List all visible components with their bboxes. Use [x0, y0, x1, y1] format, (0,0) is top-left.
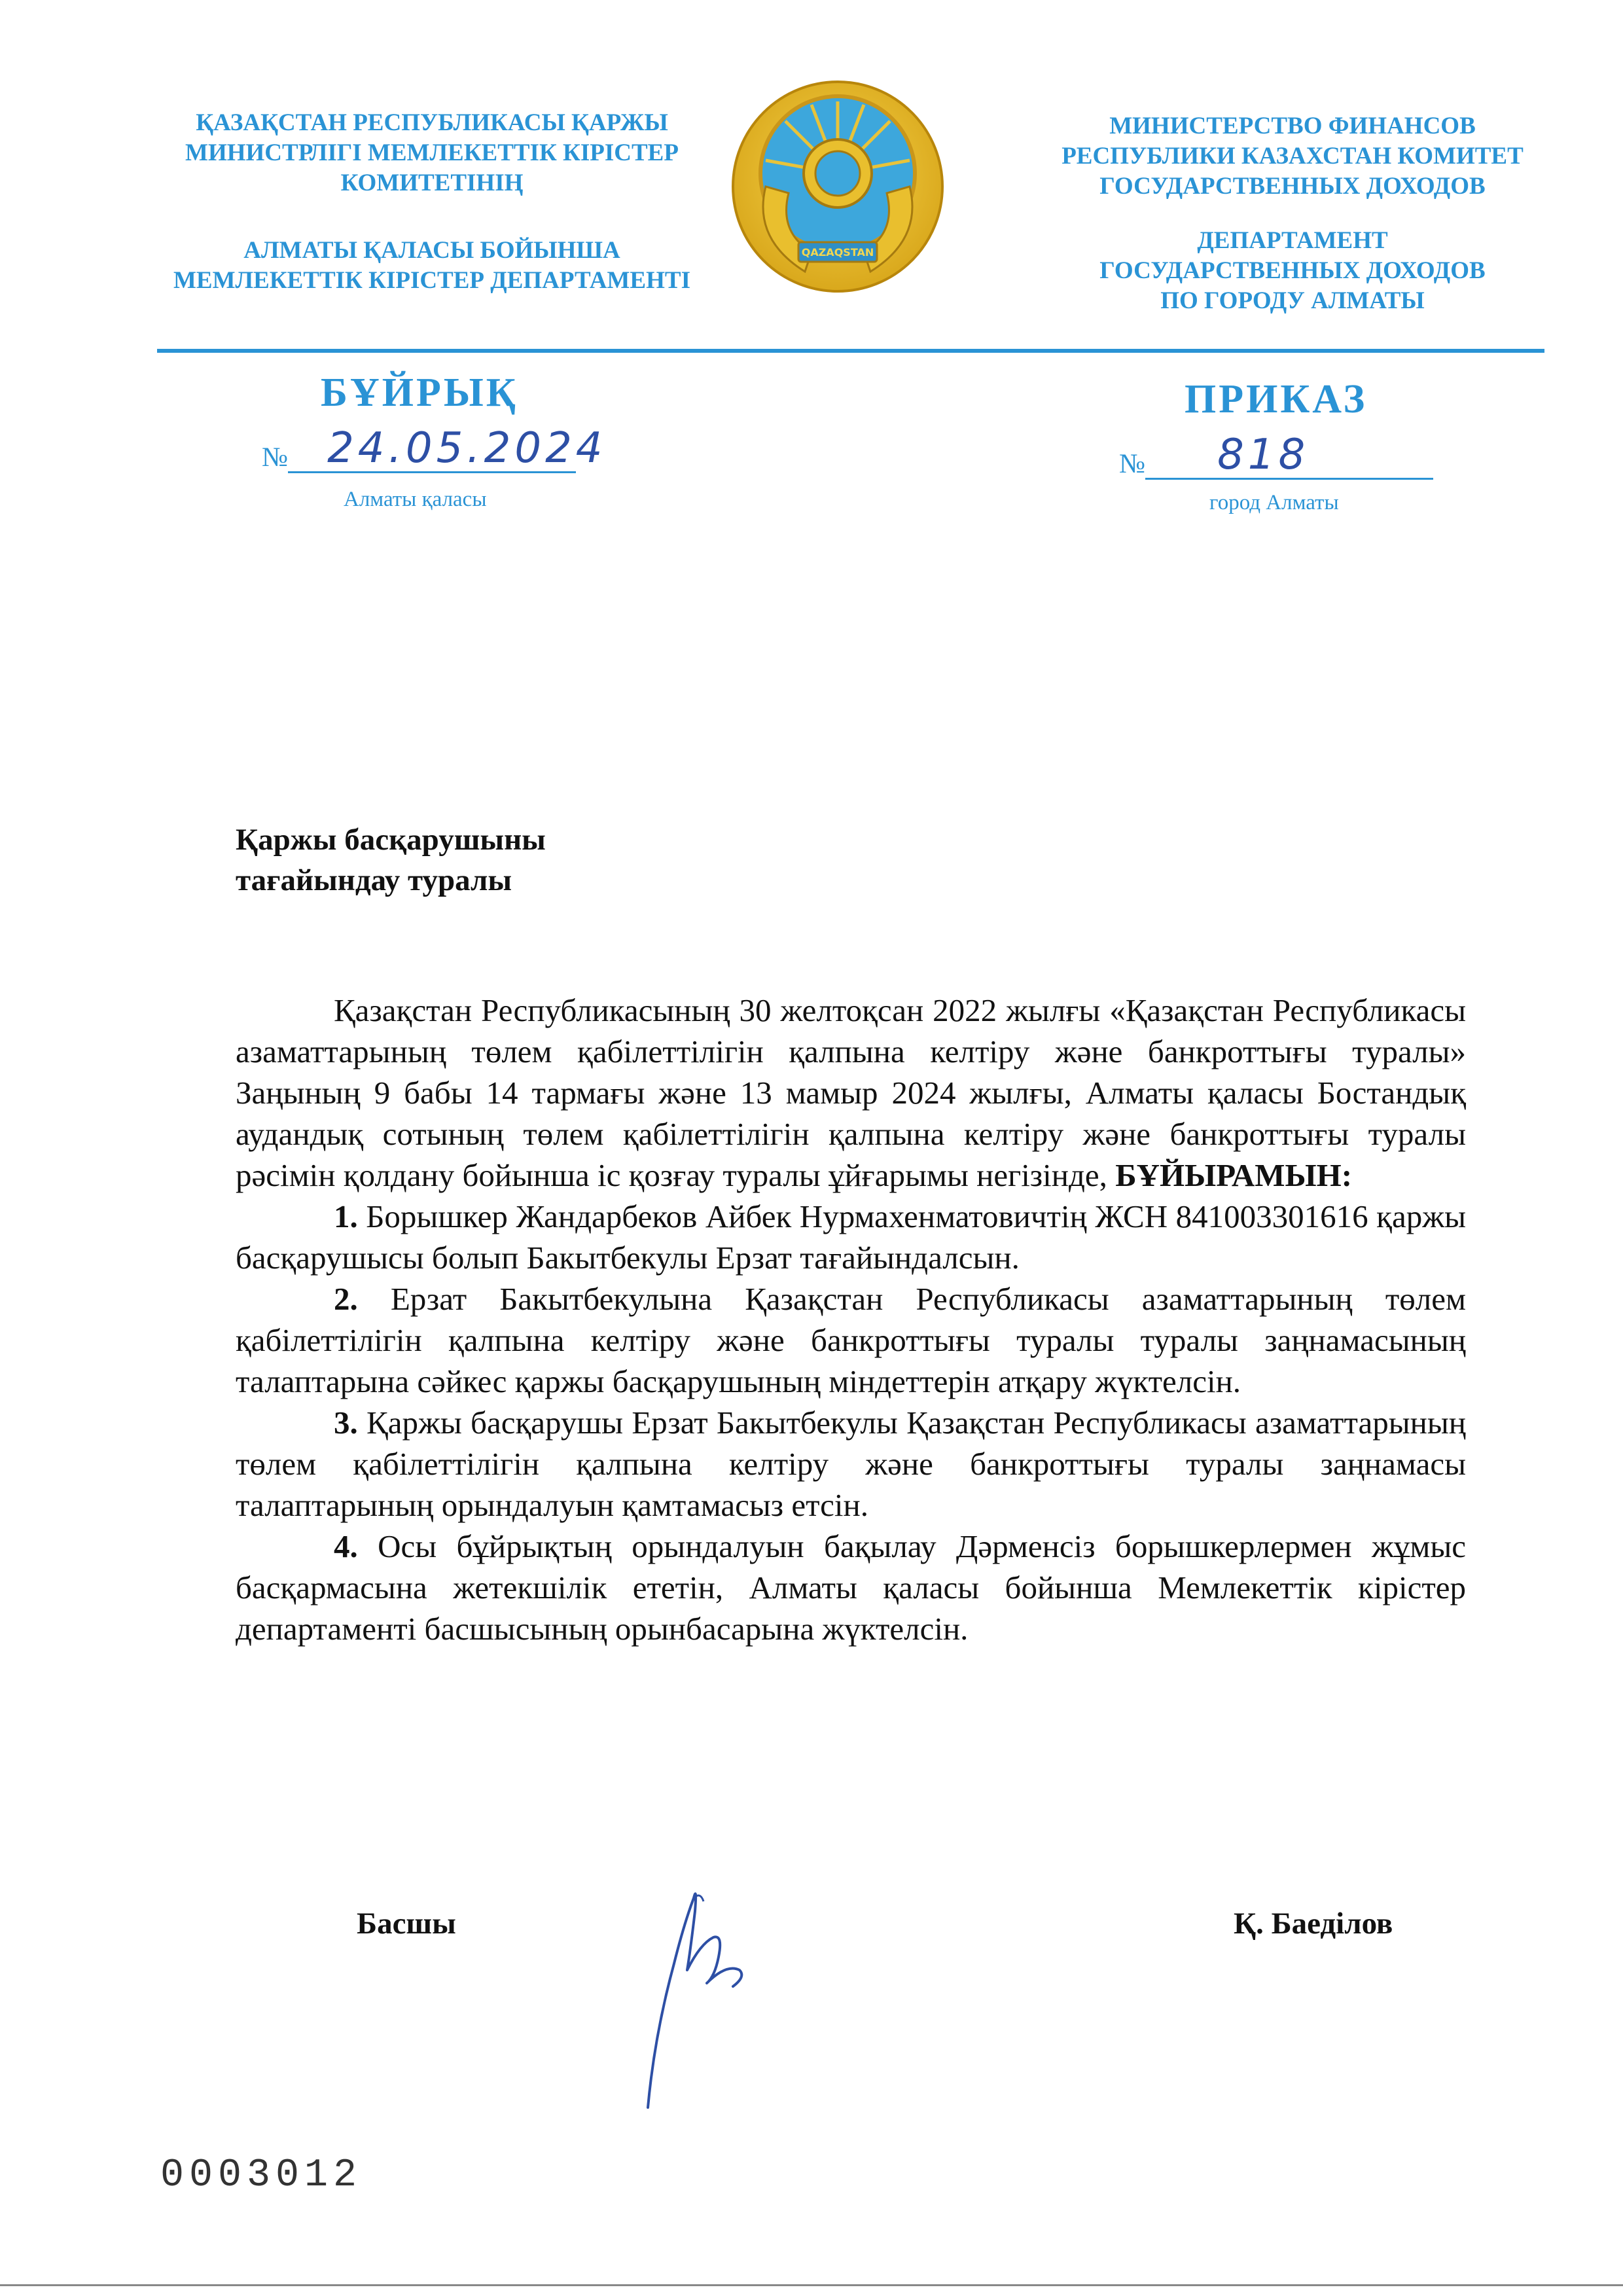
intro-paragraph: [236, 990, 1466, 1196]
header-left-department: [131, 236, 733, 296]
header-left-ministry: [131, 108, 733, 198]
item-text: Ерзат Бакытбекулына Қазақстан Республикасы азаматтарының төлем қабілеттілігін қалпына келтіру және банкроттығы туралы туралы заңнамасының талаптарына сәйкес қаржы басқарушының міндеттерін атқару жүктелсін.: [236, 1281, 1466, 1399]
item-text: Қаржы басқарушы Ерзат Бакытбекулы Қазақстан Республикасы азаматтарының төлем қабілеттілігін қалпына келтіру және банкроттығы туралы заңнамасы талаптарының орындалуын қамтамасыз етсін.: [236, 1405, 1466, 1523]
number-sign: №: [262, 442, 289, 473]
number-sign: №: [1119, 449, 1146, 479]
order-title-ru: ПРИКАЗ: [1185, 377, 1368, 422]
order-number-line: [1119, 431, 1433, 480]
order-title-kz: БҰЙРЫҚ: [321, 370, 518, 415]
intro-command: БҰЙЫРАМЫН:: [1115, 1157, 1353, 1193]
order-item: [236, 1526, 1466, 1649]
header-right-ministry: [1021, 111, 1564, 202]
header-line: КОМИТЕТІНІҢ: [340, 170, 524, 196]
order-item: [236, 1196, 1466, 1278]
city-kz: Алматы қаласы: [344, 488, 487, 511]
state-emblem-icon: [726, 75, 949, 298]
city-ru: город Алматы: [1209, 491, 1339, 514]
order-subject: [236, 819, 546, 901]
handwritten-date: 24.05.2024: [327, 424, 607, 473]
item-number: 1.: [334, 1198, 358, 1234]
page-edge: [0, 2284, 1623, 2286]
subject-line: Қаржы басқарушыны: [236, 823, 546, 857]
header-line: ГОСУДАРСТВЕННЫХ ДОХОДОВ: [1099, 257, 1486, 284]
order-date-line: [262, 424, 607, 473]
signatory-name: Қ. Баеділов: [1234, 1907, 1393, 1941]
item-text: Осы бұйрықтың орындалуын бақылау Дәрменсіз борышкерлермен жұмыс басқармасына жетекшілік ететін, Алматы қаласы бойынша Мемлекеттік кірістер департаменті басшысының орынбасарына жүктелсін.: [236, 1528, 1466, 1647]
handwritten-number: 818: [1217, 431, 1310, 479]
header-line: ГОСУДАРСТВЕННЫХ ДОХОДОВ: [1099, 173, 1486, 200]
item-text: Борышкер Жандарбеков Айбек Нурмахенматовичтің ЖСН 841003301616 қаржы басқарушысы болып Бакытбекулы Ерзат тағайындалсын.: [236, 1198, 1466, 1276]
header-line: АЛМАТЫ ҚАЛАСЫ БОЙЫНША: [243, 237, 620, 264]
item-number: 3.: [334, 1405, 358, 1441]
serial-number: 0003012: [160, 2153, 363, 2198]
subject-line: тағайындау туралы: [236, 863, 512, 897]
signatory-title: Басшы: [357, 1907, 456, 1941]
order-body: [236, 990, 1466, 1649]
item-number: 4.: [334, 1528, 358, 1564]
handwritten-signature: [635, 1872, 779, 2121]
header-line: ПО ГОРОДУ АЛМАТЫ: [1160, 287, 1425, 314]
header-line: ДЕПАРТАМЕНТ: [1197, 227, 1388, 254]
header-right-department: [1021, 226, 1564, 316]
intro-text: Қазақстан Республикасының 30 желтоқсан 2022 жылғы «Қазақстан Республикасы азаматтарының төлем қабілеттілігін қалпына келтіру және банкроттығы туралы» Заңының 9 бабы 14 тармағы және 13 мамыр 2024 жылғы, Алматы қаласы Бостандық аудандық сотының төлем қабілеттілігін қалпына келтіру және банкроттығы туралы рәсімін қолдану бойынша іс қозғау туралы ұйғарымы негізінде,: [236, 992, 1466, 1193]
header-line: РЕСПУБЛИКИ КАЗАХСТАН КОМИТЕТ: [1061, 143, 1524, 170]
header-divider: [157, 349, 1544, 353]
order-item: [236, 1402, 1466, 1526]
emblem-text: QAZAQSTAN: [801, 246, 874, 259]
order-item: [236, 1278, 1466, 1402]
item-number: 2.: [334, 1281, 358, 1317]
header-line: МЕМЛЕКЕТТІК КІРІСТЕР ДЕПАРТАМЕНТІ: [173, 267, 690, 294]
header-line: ҚАЗАҚСТАН РЕСПУБЛИКАСЫ ҚАРЖЫ: [196, 109, 668, 136]
header-line: МИНИСТРЛІГІ МЕМЛЕКЕТТІК КІРІСТЕР: [185, 139, 679, 166]
header-line: МИНИСТЕРСТВО ФИНАНСОВ: [1109, 113, 1476, 139]
